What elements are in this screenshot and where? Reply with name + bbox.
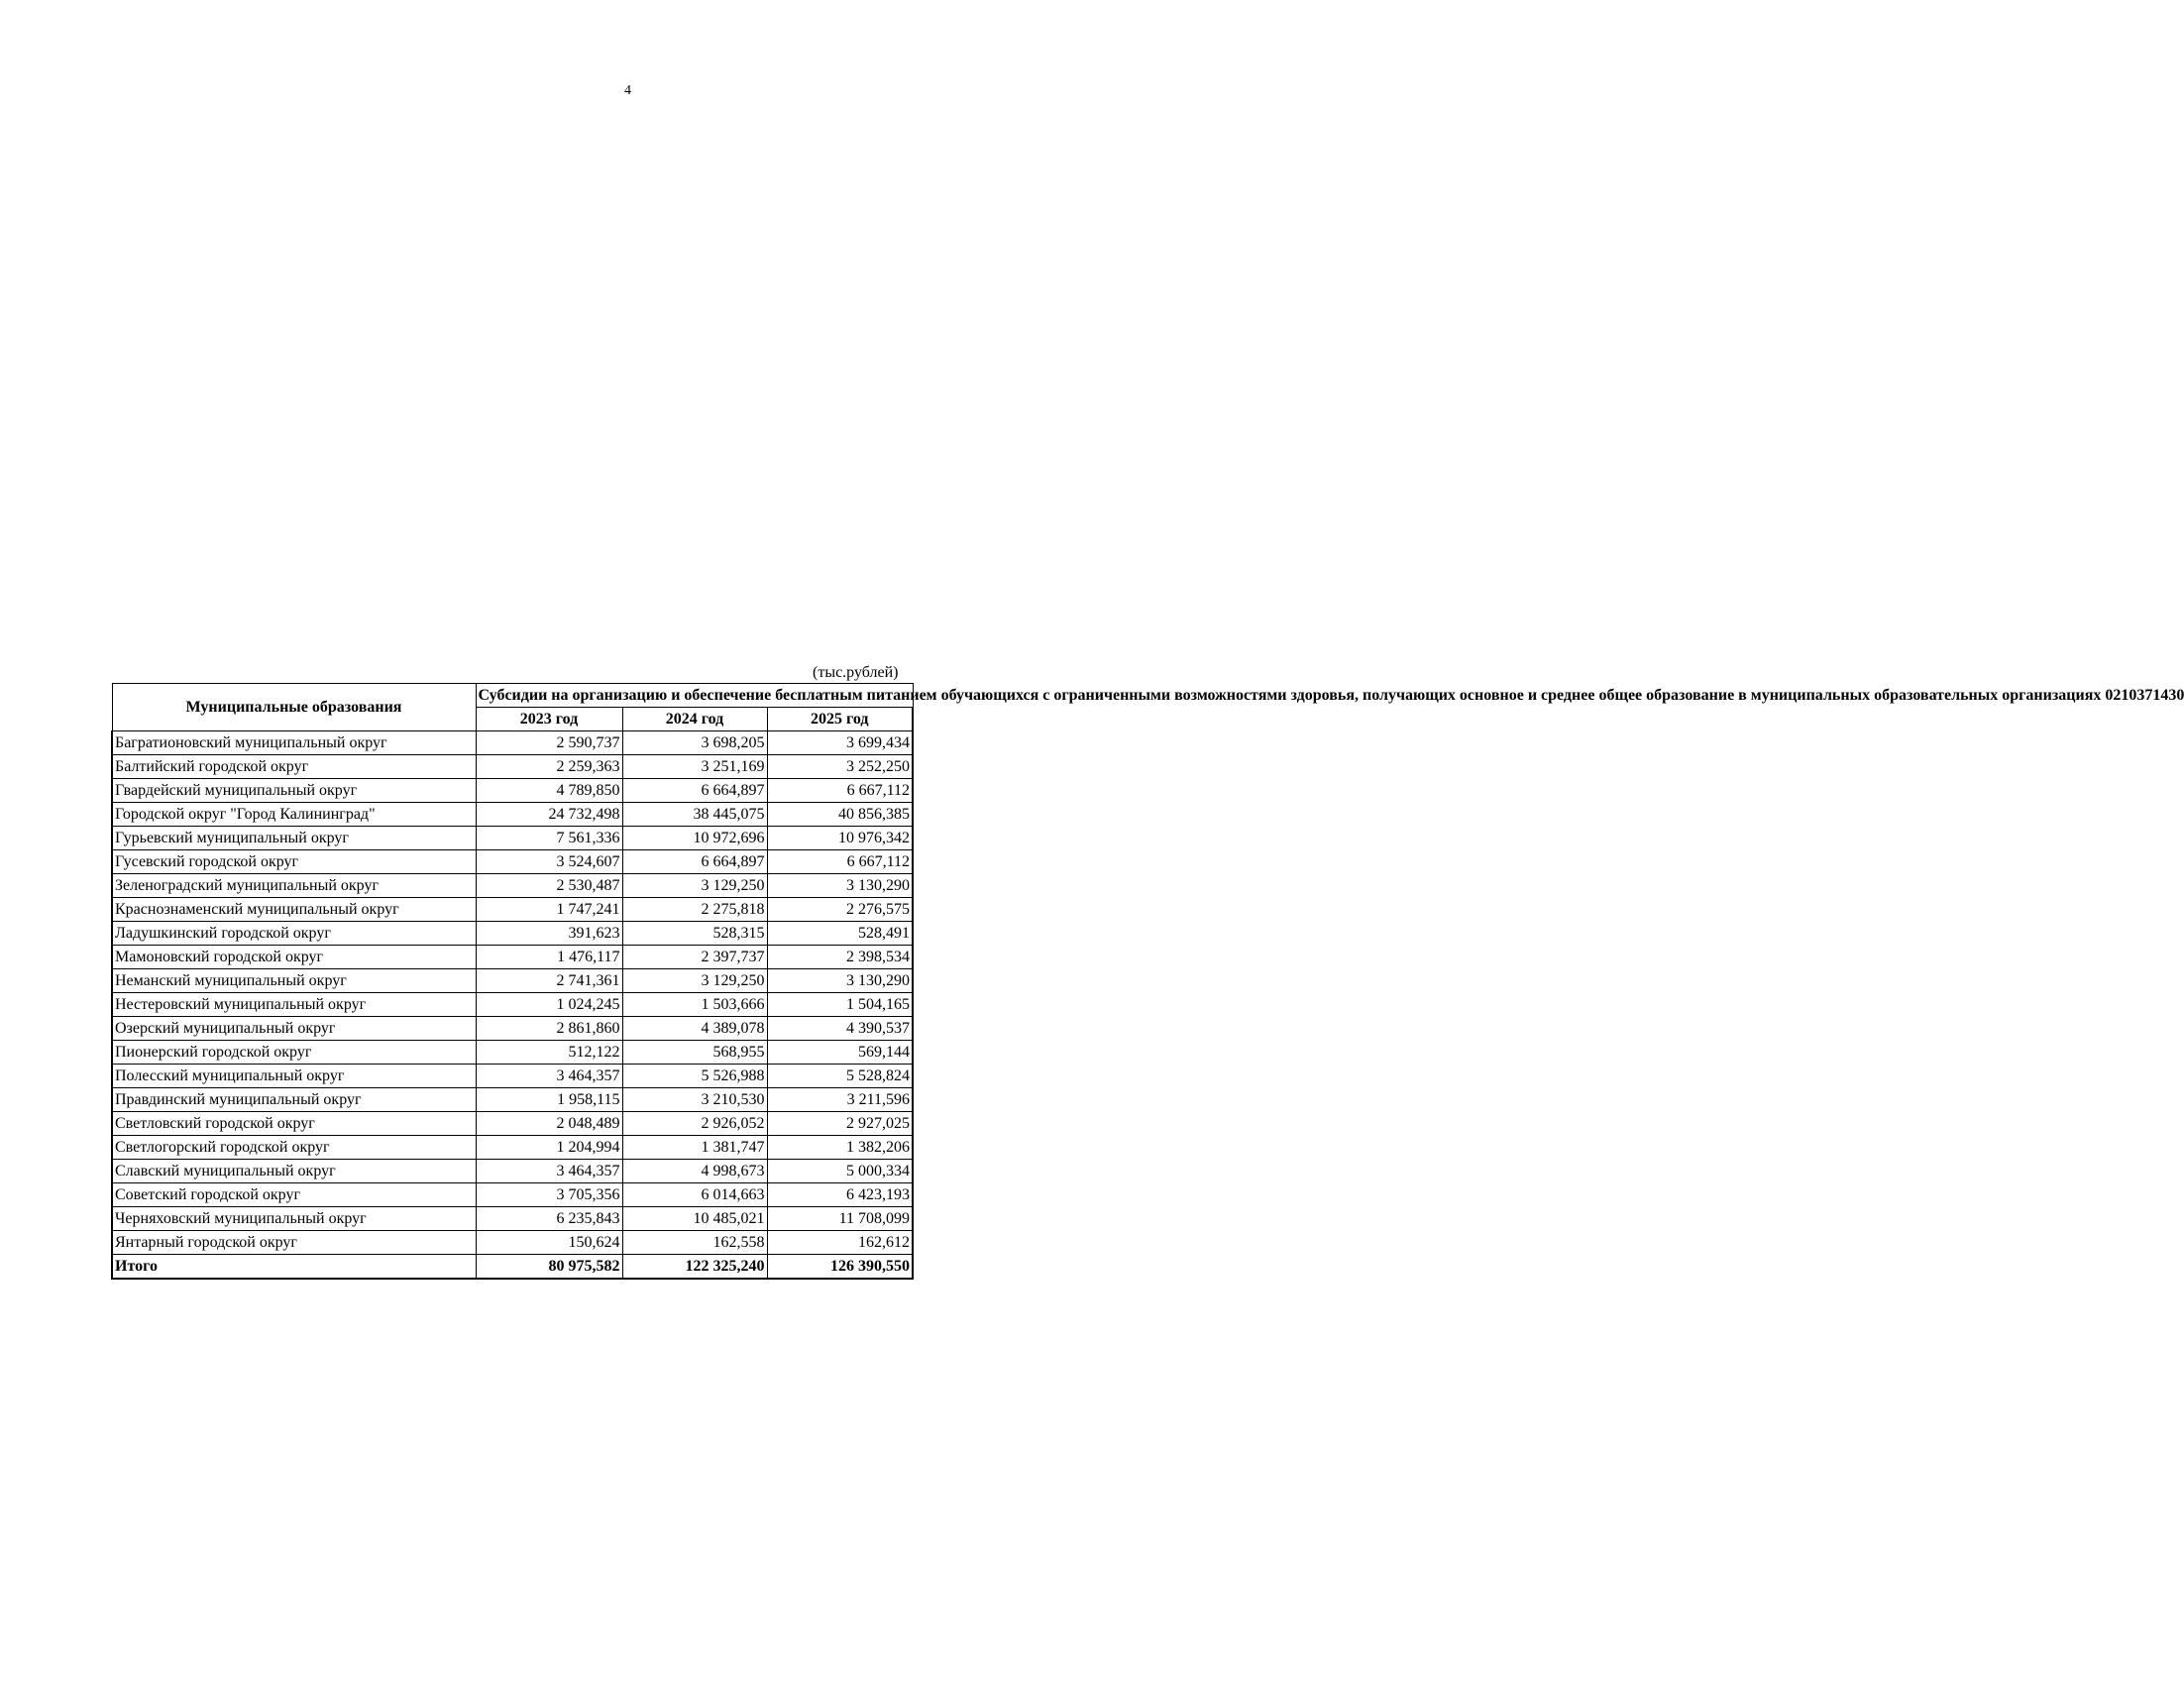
units-label: (тыс.рублей) [813,664,899,681]
municipality-name: Славский муниципальный округ [112,1160,476,1183]
municipality-column-header: Муниципальные образования [112,684,476,731]
value-2023: 1 476,117 [476,946,622,969]
municipality-name: Нестеровский муниципальный округ [112,993,476,1017]
value-2023: 1 958,115 [476,1088,622,1112]
municipality-name: Балтийский городской округ [112,755,476,779]
value-2024: 3 251,169 [622,755,767,779]
value-2023: 2 741,361 [476,969,622,993]
value-2025: 1 504,165 [767,993,913,1017]
value-2025: 3 130,290 [767,969,913,993]
municipality-name: Озерский муниципальный округ [112,1017,476,1041]
value-2025: 11 708,099 [767,1207,913,1231]
value-2025: 2 276,575 [767,898,913,922]
municipality-name: Мамоновский городской округ [112,946,476,969]
value-2025: 5 528,824 [767,1065,913,1088]
value-2025: 6 667,112 [767,850,913,874]
value-2025: 3 130,290 [767,874,913,898]
value-2024: 6 014,663 [622,1183,767,1207]
value-2023: 1 204,994 [476,1136,622,1160]
value-2023: 1 024,245 [476,993,622,1017]
value-2024: 162,558 [622,1231,767,1255]
table-row [112,1041,913,1065]
value-2024: 4 389,078 [622,1017,767,1041]
value-2023: 6 235,843 [476,1207,622,1231]
value-2025: 4 390,537 [767,1017,913,1041]
municipality-name: Багратионовский муниципальный округ [112,731,476,755]
value-2025: 6 423,193 [767,1183,913,1207]
municipality-name: Гвардейский муниципальный округ [112,779,476,803]
value-2024: 38 445,075 [622,803,767,827]
value-2024: 3 210,530 [622,1088,767,1112]
value-2024: 2 926,052 [622,1112,767,1136]
table-row [112,1207,913,1231]
value-2025: 2 927,025 [767,1112,913,1136]
value-2023: 2 530,487 [476,874,622,898]
value-2024: 6 664,897 [622,779,767,803]
value-2024: 122 325,240 [622,1255,767,1280]
table-row [112,898,913,922]
municipality-name: Светловский городской округ [112,1112,476,1136]
table-row [112,803,913,827]
value-2024: 3 129,250 [622,874,767,898]
table-row [112,874,913,898]
municipality-name: Итого [112,1255,476,1280]
value-2024: 10 485,021 [622,1207,767,1231]
year-header-2024: 2024 год [622,708,767,731]
value-2024: 3 129,250 [622,969,767,993]
year-header-2023: 2023 год [476,708,622,731]
value-2024: 5 526,988 [622,1065,767,1088]
table-row [112,827,913,850]
value-2024: 6 664,897 [622,850,767,874]
value-2023: 3 464,357 [476,1160,622,1183]
value-2025: 3 252,250 [767,755,913,779]
subsidy-table [111,683,2184,1280]
value-2025: 6 667,112 [767,779,913,803]
table-row [112,1088,913,1112]
table-row [112,1017,913,1041]
municipality-name: Советский городской округ [112,1183,476,1207]
value-2023: 2 048,489 [476,1112,622,1136]
subsidy-column-header: Субсидии на организацию и обеспечение бесплатным питанием обучающихся с ограниченными возможностями здоровья, получающих основное и среднее общее образование в муниципальных образовательных организациях 0210371430 [476,684,913,708]
municipality-name: Правдинский муниципальный округ [112,1088,476,1112]
value-2023: 2 590,737 [476,731,622,755]
municipality-name: Зеленоградский муниципальный округ [112,874,476,898]
value-2025: 528,491 [767,922,913,946]
table-row [112,993,913,1017]
value-2025: 3 699,434 [767,731,913,755]
table-row [112,1065,913,1088]
value-2023: 2 861,860 [476,1017,622,1041]
municipality-name: Гусевский городской округ [112,850,476,874]
total-row [112,1255,913,1280]
municipality-name: Светлогорский городской округ [112,1136,476,1160]
value-2023: 512,122 [476,1041,622,1065]
value-2023: 2 259,363 [476,755,622,779]
table-row [112,731,913,755]
municipality-name: Ладушкинский городской округ [112,922,476,946]
value-2025: 2 398,534 [767,946,913,969]
value-2023: 3 524,607 [476,850,622,874]
value-2024: 528,315 [622,922,767,946]
municipality-name: Гурьевский муниципальный округ [112,827,476,850]
municipality-name: Полесский муниципальный округ [112,1065,476,1088]
table-row [112,1160,913,1183]
table-body [112,731,913,1280]
value-2024: 568,955 [622,1041,767,1065]
municipality-name: Янтарный городской округ [112,1231,476,1255]
municipality-name: Черняховский муниципальный округ [112,1207,476,1231]
value-2024: 1 381,747 [622,1136,767,1160]
value-2025: 569,144 [767,1041,913,1065]
value-2024: 2 397,737 [622,946,767,969]
municipality-name: Краснознаменский муниципальный округ [112,898,476,922]
value-2024: 10 972,696 [622,827,767,850]
table-row [112,1231,913,1255]
municipality-name: Городской округ "Город Калининград" [112,803,476,827]
year-header-2025: 2025 год [767,708,913,731]
value-2025: 126 390,550 [767,1255,913,1280]
table-row [112,1112,913,1136]
table-row [112,1183,913,1207]
value-2023: 4 789,850 [476,779,622,803]
page-number: 4 [624,83,631,98]
value-2025: 162,612 [767,1231,913,1255]
value-2023: 80 975,582 [476,1255,622,1280]
value-2025: 10 976,342 [767,827,913,850]
value-2023: 150,624 [476,1231,622,1255]
value-2024: 4 998,673 [622,1160,767,1183]
value-2023: 3 464,357 [476,1065,622,1088]
value-2023: 24 732,498 [476,803,622,827]
value-2023: 3 705,356 [476,1183,622,1207]
value-2025: 1 382,206 [767,1136,913,1160]
value-2025: 3 211,596 [767,1088,913,1112]
value-2025: 5 000,334 [767,1160,913,1183]
table-row [112,850,913,874]
table-row [112,969,913,993]
value-2024: 2 275,818 [622,898,767,922]
value-2025: 40 856,385 [767,803,913,827]
value-2023: 7 561,336 [476,827,622,850]
value-2023: 391,623 [476,922,622,946]
municipality-name: Неманский муниципальный округ [112,969,476,993]
table-row [112,755,913,779]
table-row [112,779,913,803]
value-2024: 3 698,205 [622,731,767,755]
table-row [112,922,913,946]
table-row [112,946,913,969]
value-2023: 1 747,241 [476,898,622,922]
table-row [112,1136,913,1160]
value-2024: 1 503,666 [622,993,767,1017]
municipality-name: Пионерский городской округ [112,1041,476,1065]
